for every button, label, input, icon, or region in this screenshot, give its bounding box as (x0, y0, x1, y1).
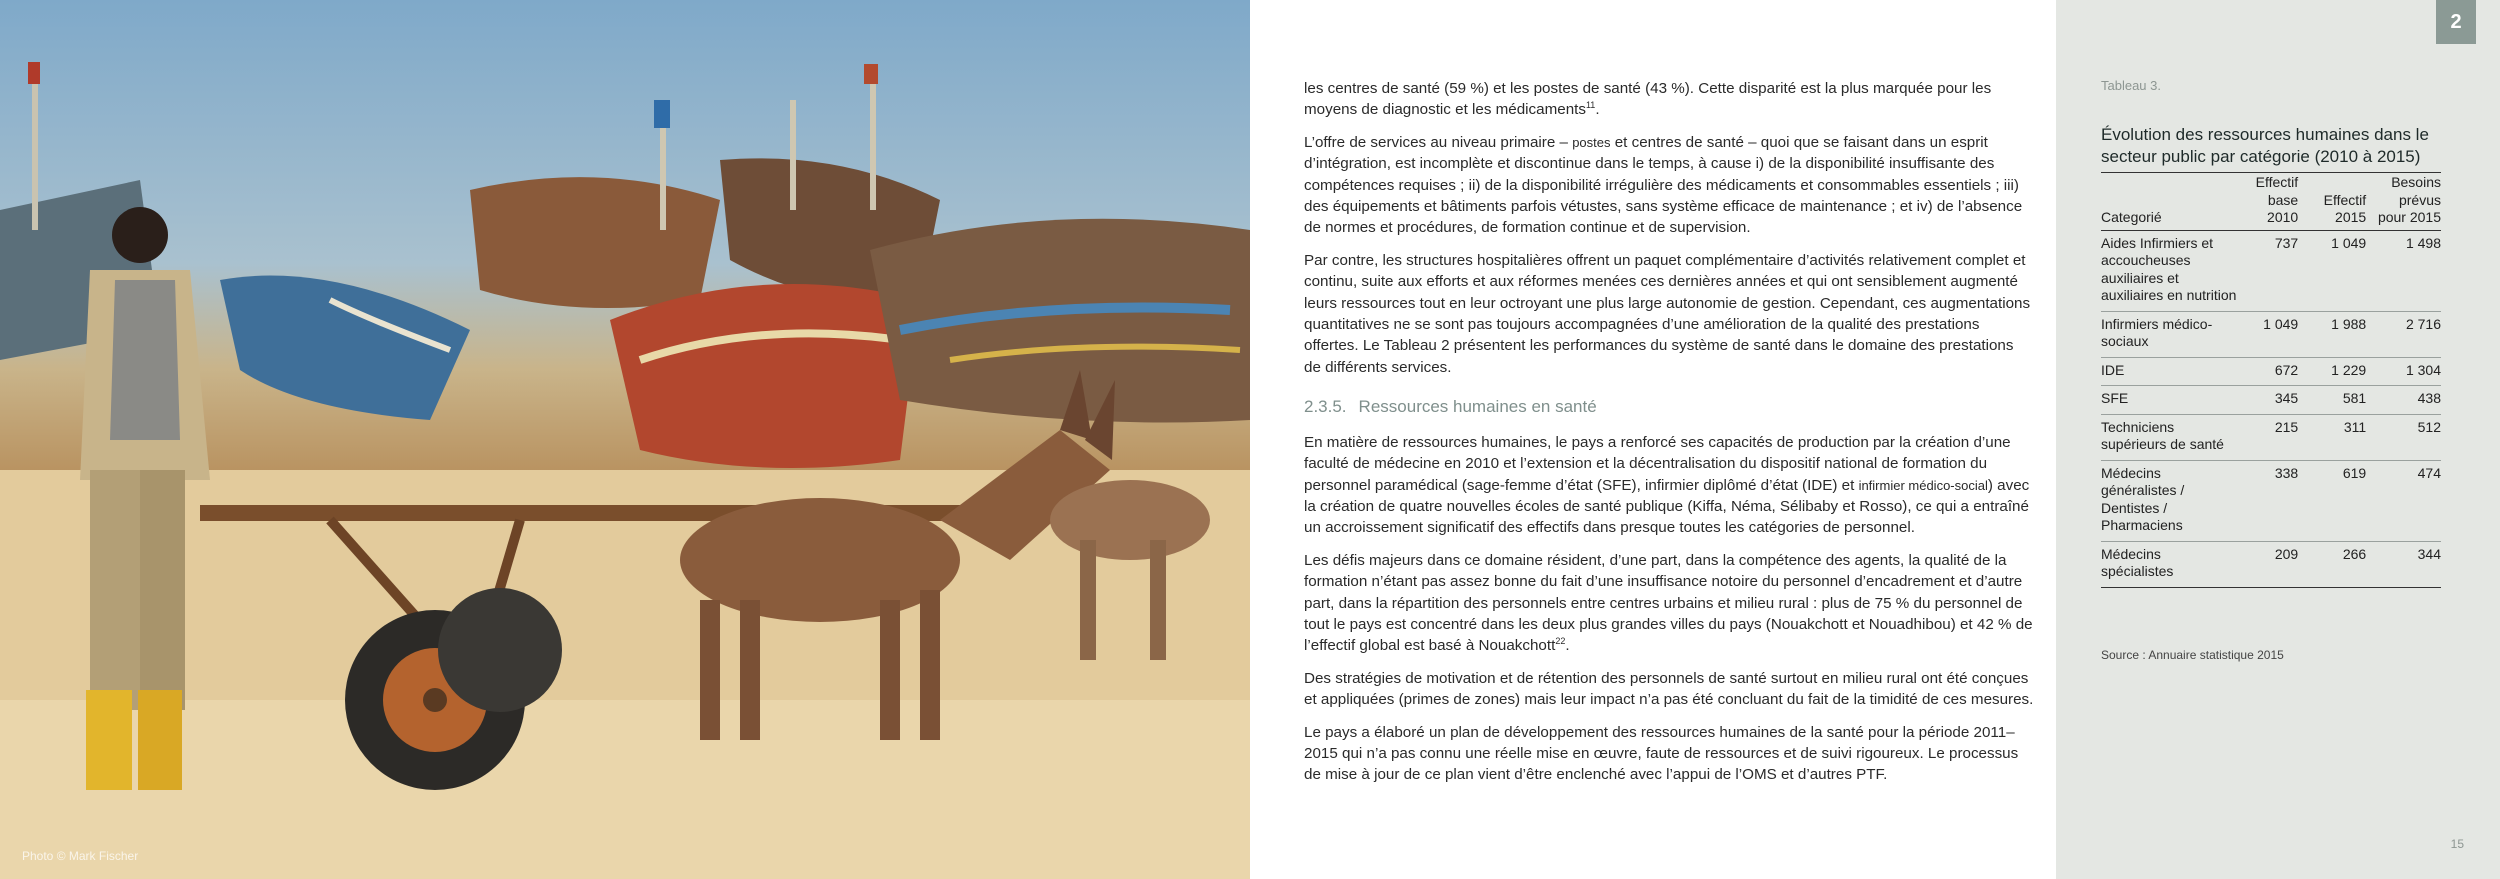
cell-2015: 1 049 (2298, 230, 2366, 311)
cell-category: SFE (2101, 386, 2237, 415)
cell-category: Aides Infirmiers et accoucheuses auxiliaires et auxiliaires en nutrition (2101, 230, 2237, 311)
table-row (2101, 386, 2441, 415)
header-2015: Effectif 2015 (2298, 174, 2366, 230)
section-number: 2.3.5. (1304, 397, 1347, 417)
cell-needs: 474 (2366, 460, 2441, 541)
cell-2015: 311 (2298, 414, 2366, 460)
paragraph (1304, 132, 2034, 239)
cell-needs: 1 304 (2366, 357, 2441, 386)
cell-needs: 1 498 (2366, 230, 2441, 311)
cell-needs: 344 (2366, 541, 2441, 587)
hr-table (2101, 174, 2441, 588)
cell-2010: 737 (2237, 230, 2298, 311)
footnote-ref[interactable]: 11 (1585, 100, 1596, 111)
paragraph-text: L’offre de services au niveau primaire – (1304, 133, 1573, 151)
cell-2015: 581 (2298, 386, 2366, 415)
cell-needs: 512 (2366, 414, 2441, 460)
sidebar-panel (2056, 0, 2500, 879)
cell-category: Médecins spécialistes (2101, 541, 2237, 587)
page-number: 15 (2450, 837, 2464, 851)
paragraph: Par contre, les structures hospitalières offrent un paquet complémentaire d’activités relativement complet et continu, suite aux efforts et aux réformes menées ces dernières années et qui ont sensiblement augmenté leurs ressources tout en leur octroyant une plus large autonomie de gestion. Cependant, ces augmentations quantitatives ne se sont pas toujours accompagnées d’une amélioration de la qualité des prestations offertes. Le Tableau 2 présentent les performances du système de santé dans le domaine des prestations de différents services. (1304, 251, 2031, 376)
paragraph-text: Les défis majeurs dans ce domaine résident, d’une part, dans la compétence des agents, la qualité de la formation n’étant pas assez bonne du fait d’une insuffisance notoire du personnel d’encadrement et d’autre part, dans la répartition des personnels entre centres urbains et milieu rural : plus de 75 % du personnel de tout le pays est concentré dans les deux plus grandes villes du pays (Nouakchott et Nouadhibou) et 42 % de l’effectif global est basé à Nouakchott (1304, 551, 2033, 655)
cell-needs: 438 (2366, 386, 2441, 415)
cell-needs: 2 716 (2366, 311, 2441, 357)
cell-2015: 1 229 (2298, 357, 2366, 386)
footnote-ref[interactable]: 22 (1555, 636, 1566, 647)
paragraph: Des stratégies de motivation et de rétention des personnels de santé surtout en milieu rural ont été conçues et appliquées (primes de zones) mais leur impact n’a pas été concluant du fait de la timidité de ces mesures. (1304, 669, 2034, 709)
paragraph-text: et centres de santé – quoi que se faisant dans un esprit d’intégration, est incomplète et discontinue dans le temps, à cause i) de la disponibilité insuffisante des compétences requises ; ii) de la disponibilité irrégulière des médicaments et consommables essentiels ; iii) des équipements et bâtiments parfois vétustes, sans système efficace de maintenance ; et iv) de l’absence de normes et procédures, de formation continue et de supervision. (1304, 133, 2023, 237)
table-row (2101, 541, 2441, 587)
paragraph (1304, 78, 2034, 121)
header-category: Categorié (2101, 174, 2237, 230)
cell-2010: 209 (2237, 541, 2298, 587)
cell-2015: 266 (2298, 541, 2366, 587)
cell-category: Techniciens supérieurs de santé (2101, 414, 2237, 460)
paragraph (1304, 432, 2034, 539)
cell-2010: 672 (2237, 357, 2298, 386)
table-caption: Tableau 3. (2101, 78, 2161, 93)
table-title: Évolution des ressources humaines dans le secteur public par catégorie (2010 à 2015) (2101, 124, 2441, 173)
cell-2010: 1 049 (2237, 311, 2298, 357)
cell-category: Médecins généralistes / Dentistes / Pharmaciens (2101, 460, 2237, 541)
table-row (2101, 460, 2441, 541)
paragraph-text: les centres de santé (59 %) et les postes de santé (43 %). Cette disparité est la plus marquée pour les moyens de diagnostic et les médicaments (1304, 80, 1992, 119)
table-row (2101, 357, 2441, 386)
header-2010: Effectif base 2010 (2237, 174, 2298, 230)
paragraph-text: En matière de ressources humaines, le pays a renforcé ses capacités de production par la création d’une faculté de médecine en 2010 et l’extension et la décentralisation du dispositif national de formation du personnel paramédical (sage-femme d’état (SFE), infirmier diplômé d’état (IDE) et (1304, 433, 2011, 494)
body-text-column (1304, 78, 2034, 797)
cell-2010: 215 (2237, 414, 2298, 460)
paragraph-text: . (1565, 637, 1570, 655)
cell-2010: 345 (2237, 386, 2298, 415)
paragraph (1304, 550, 2034, 657)
cell-2010: 338 (2237, 460, 2298, 541)
header-needs: Besoins prévus pour 2015 (2366, 174, 2441, 230)
cell-2015: 619 (2298, 460, 2366, 541)
chapter-tab: 2 (2436, 0, 2476, 44)
paragraph-text: postes (1572, 134, 1611, 150)
table-source: Source : Annuaire statistique 2015 (2101, 648, 2284, 662)
section-title: Ressources humaines en santé (1358, 397, 1597, 417)
table-row (2101, 414, 2441, 460)
table-row (2101, 311, 2441, 357)
paragraph-text: ) avec la création de quatre nouvelles écoles de santé publique (Kiffa, Néma, Sélibaby et Rosso), ce qui a entraîné un accroissement significatif des effectifs dans presque toutes les catégories de personnel. (1304, 476, 2030, 537)
paragraph-text: . (1595, 101, 1600, 119)
cell-2015: 1 988 (2298, 311, 2366, 357)
paragraph-text: infirmier médico-social (1858, 477, 1988, 493)
table-row (2101, 230, 2441, 311)
section-heading (1304, 396, 2034, 417)
paragraph: Le pays a élaboré un plan de développement des ressources humaines de la santé pour la période 2011–2015 qui n’a pas connu une réelle mise en œuvre, faute de ressources et de suivi rigoureux. Le processus de mise à jour de ce plan vient d’être enclenché avec l’appui de l’OMS et d’autres PTF. (1304, 723, 2019, 784)
photo-credit: Photo © Mark Fischer (22, 849, 139, 863)
table-header-row (2101, 174, 2441, 230)
cell-category: Infirmiers médico-sociaux (2101, 311, 2237, 357)
cell-category: IDE (2101, 357, 2237, 386)
